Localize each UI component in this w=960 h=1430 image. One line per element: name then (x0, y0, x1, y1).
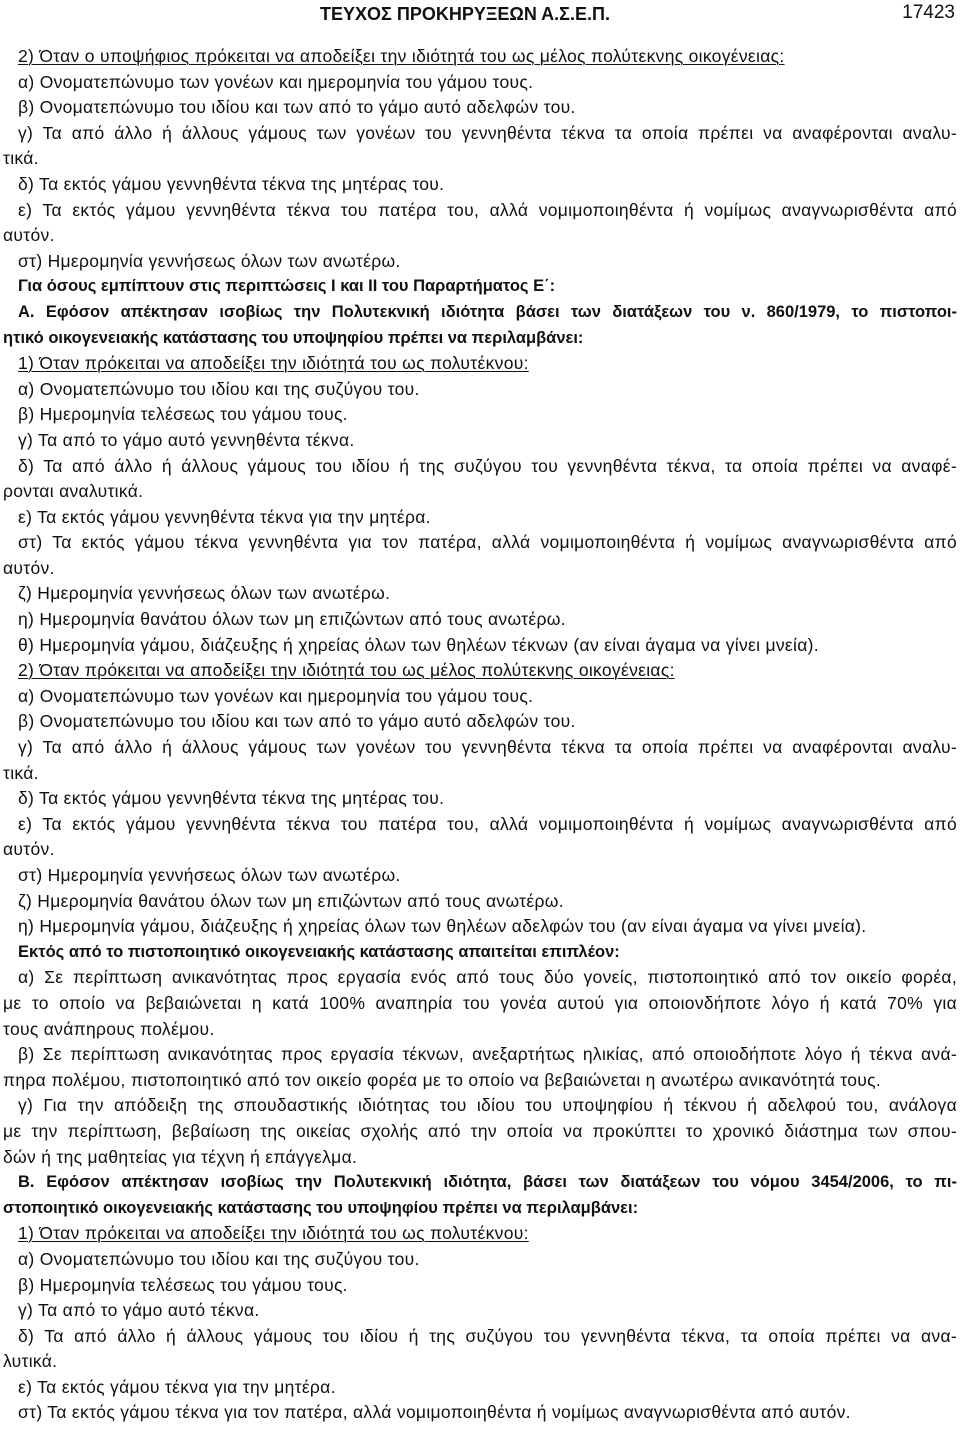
list-item (3, 786, 957, 812)
text-line: α) Ονοματεπώνυμο του ιδίου και της συζύγου του. (18, 1248, 420, 1269)
publication-title: ΤΕΥΧΟΣ ΠΡΟΚΗΡΥΞΕΩΝ Α.Σ.Ε.Π. (320, 4, 610, 24)
list-item (3, 812, 957, 863)
text-line: με την περίπτωση, βεβαίωση της οικείας σχολής από την οποία να προκύπτει το χρονικό διάστημα των σπου- (3, 1120, 957, 1141)
text-line: δ) Τα από άλλο ή άλλους γάμους του ιδίου ή της συζύγου του γεννηθέντα τέκνα, τα οποία πρέπει να ανα- (18, 1325, 957, 1346)
text-line: ρονται αναλυτικά. (3, 481, 144, 502)
list-item (3, 1247, 957, 1273)
text-line: τικά. (3, 762, 39, 783)
text-line: δ) Τα εκτός γάμου γεννηθέντα τέκνα της μητέρας του. (18, 173, 445, 194)
list-item (3, 1400, 957, 1426)
text-line: αυτόν. (3, 225, 55, 246)
text-line: η) Ημερομηνία θανάτου όλων των μη επιζώντων από τους ανωτέρω. (18, 609, 566, 630)
text-line: Β. Εφόσον απέκτησαν ισοβίως την Πολυτεκνική ιδιότητα, βάσει των διατάξεων του νόμου 3454/2006, το πι- (18, 1173, 957, 1192)
subsection-heading (3, 658, 957, 684)
text-line: αυτόν. (3, 839, 55, 860)
text-line: ζ) Ημερομηνία γεννήσεως όλων των ανωτέρω. (18, 583, 391, 604)
list-item (3, 377, 957, 403)
text-line: η) Ημερομηνία γάμου, διάζευξης ή χηρείας όλων των θηλέων αδελφών του (αν είναι άγαμα να γίνει μνεία). (18, 916, 867, 937)
list-item (3, 1093, 957, 1170)
text-line: γ) Τα από το γάμο αυτό γεννηθέντα τέκνα. (18, 429, 355, 450)
list-item (3, 709, 957, 735)
list-item (3, 249, 957, 275)
text-line: ε) Τα εκτός γάμου γεννηθέντα τέκνα για την μητέρα. (18, 506, 431, 527)
text-line: ε) Τα εκτός γάμου γεννηθέντα τέκνα του πατέρα του, αλλά νομιμοποιηθέντα ή νομίμως αναγνωρισθέντα από (18, 199, 957, 220)
list-item (3, 1273, 957, 1299)
list-item (3, 1324, 957, 1375)
section-heading (3, 274, 957, 300)
text-line: Α. Εφόσον απέκτησαν ισοβίως την Πολυτεκνική ιδιότητα βάσει των διατάξεων του ν. 860/1979, το πιστοποι- (18, 302, 957, 321)
text-line: Εκτός από το πιστοποιητικό οικογενειακής κατάστασης απαιτείται επιπλέον: (18, 942, 620, 961)
list-item (3, 889, 957, 915)
text-line: Για όσους εμπίπτουν στις περιπτώσεις I και II του Παραρτήματος Ε΄: (18, 277, 556, 296)
list-item (3, 530, 957, 581)
text-line: λυτικά. (3, 1351, 58, 1372)
text-line: γ) Τα από άλλο ή άλλους γάμους των γονέων του γεννηθέντα τέκνα τα οποία πρέπει να αναφέρονται αναλυ- (18, 737, 957, 758)
text-line: ζ) Ημερομηνία θανάτου όλων των μη επιζώντων από τους ανωτέρω. (18, 890, 564, 911)
list-item (3, 454, 957, 505)
text-line: στ) Ημερομηνία γεννήσεως όλων των ανωτέρω. (18, 865, 401, 885)
list-item (3, 172, 957, 198)
text-line: στοποιητικό οικογενειακής κατάστασης του υποψηφίου πρέπει να περιλαμβάνει: (3, 1198, 639, 1217)
text-line: β) Ημερομηνία τελέσεως του γάμου τους. (18, 1274, 348, 1295)
section-heading (3, 1170, 957, 1221)
text-line: β) Ονοματεπώνυμο του ιδίου και των από το γάμο αυτό αδελφών του. (18, 97, 576, 118)
text-line: δ) Τα εκτός γάμου γεννηθέντα τέκνα της μητέρας του. (18, 788, 445, 809)
list-item (3, 1042, 957, 1093)
list-item (3, 505, 957, 531)
text-line: α) Σε περίπτωση ανικανότητας προς εργασία ενός από τους δύο γονείς, πιστοποιητικό από τον οικείο φορέα, (18, 967, 957, 988)
list-item (3, 402, 957, 428)
text-line: δ) Τα από άλλο ή άλλους γάμους του ιδίου ή της συζύγου του γεννηθέντα τέκνα, τα οποία πρέπει να αναφέ- (18, 455, 957, 476)
text-line: β) Ονοματεπώνυμο του ιδίου και των από το γάμο αυτό αδελφών του. (18, 711, 576, 732)
text-line: γ) Για την απόδειξη της σπουδαστικής ιδιότητας του ιδίου του υποψηφίου ή τέκνου ή αδελφού του, ανάλογα (18, 1095, 957, 1116)
text-line: τους ανάπηρους πολέμου. (3, 1018, 215, 1039)
text-line: γ) Τα από άλλο ή άλλους γάμους των γονέων του γεννηθέντα τέκνα τα οποία πρέπει να αναφέρονται αναλυ- (18, 122, 957, 143)
text-line: ητικό οικογενειακής κατάστασης του υποψηφίου πρέπει να περιλαμβάνει: (3, 328, 584, 347)
text-line: στ) Τα εκτός γάμου τέκνα για τον πατέρα, αλλά νομιμοποιηθέντα ή νομίμως αναγνωρισθέντα από αυτόν. (18, 1402, 851, 1423)
text-line: 1) Όταν πρόκειται να αποδείξει την ιδιότητά του ως πολυτέκνου: (18, 353, 529, 374)
text-line: γ) Τα από το γάμο αυτό τέκνα. (18, 1300, 260, 1321)
list-item (3, 863, 957, 889)
list-item (3, 428, 957, 454)
text-line: με το οποίο να βεβαιώνεται η κατά 100% αναπηρία του γονέα αυτού για οποιονδήποτε λόγο ή κατά 70% για (3, 992, 957, 1013)
list-item (3, 70, 957, 96)
text-line: β) Ημερομηνία τελέσεως του γάμου τους. (18, 404, 348, 425)
list-item (3, 633, 957, 659)
text-line: πηρα πολέμου, πιστοποιητικό από τον οικείο φορέα με το οποίο να βεβαιώνεται η ανωτέρω ανικανότητά τους. (3, 1069, 882, 1090)
page-header (0, 0, 960, 30)
list-item (3, 607, 957, 633)
list-item (3, 914, 957, 940)
list-item (3, 95, 957, 121)
list-item (3, 965, 957, 1042)
list-item (3, 1375, 957, 1401)
subsection-heading (3, 1221, 957, 1247)
text-line: τικά. (3, 148, 39, 169)
subsection-heading (3, 351, 957, 377)
text-line: στ) Ημερομηνία γεννήσεως όλων των ανωτέρω. (18, 250, 401, 271)
list-item (3, 1298, 957, 1324)
text-line: 1) Όταν πρόκειται να αποδείξει την ιδιότητά του ως πολυτέκνου: (18, 1223, 529, 1244)
text-line: ε) Τα εκτός γάμου γεννηθέντα τέκνα του πατέρα του, αλλά νομιμοποιηθέντα ή νομίμως αναγνωρισθέντα από (18, 813, 957, 834)
text-line: α) Ονοματεπώνυμο του ιδίου και της συζύγου του. (18, 378, 420, 399)
text-line: στ) Τα εκτός γάμου τέκνα γεννηθέντα για τον πατέρα, αλλά νομιμοποιηθέντα ή νομίμως αναγνωρισθέντα από (18, 532, 957, 553)
text-line: α) Ονοματεπώνυμο των γονέων και ημερομηνία του γάμου τους. (18, 685, 534, 706)
section-heading (3, 940, 957, 966)
text-line: 2) Όταν ο υποψήφιος πρόκειται να αποδείξει την ιδιότητά του ως μέλος πολύτεκνης οικογένειας: (18, 46, 785, 66)
text-line: ε) Τα εκτός γάμου τέκνα για την μητέρα. (18, 1376, 336, 1397)
list-item (3, 735, 957, 786)
page-number: 17423 (902, 2, 955, 23)
section-heading (3, 300, 957, 351)
text-line: α) Ονοματεπώνυμο των γονέων και ημερομηνία του γάμου τους. (18, 71, 534, 92)
text-line: 2) Όταν πρόκειται να αποδείξει την ιδιότητά του ως μέλος πολύτεκνης οικογένειας: (18, 660, 675, 681)
text-line: β) Σε περίπτωση ανικανότητας προς εργασία τέκνων, ανεξαρτήτως ηλικίας, από οποιοδήποτε λόγο ή τέκνα ανά- (18, 1044, 957, 1065)
document-body (3, 44, 957, 1426)
text-line: αυτόν. (3, 557, 55, 578)
text-line: δών ή της μαθητείας για τέχνη ή επάγγελμα. (3, 1146, 358, 1167)
text-line: θ) Ημερομηνία γάμου, διάζευξης ή χηρείας όλων των θηλέων τέκνων (αν είναι άγαμα να γίνει μνεία). (18, 634, 819, 655)
list-item (3, 581, 957, 607)
list-item (3, 121, 957, 172)
list-item (3, 198, 957, 249)
list-item (3, 684, 957, 710)
subsection-heading (3, 44, 957, 70)
